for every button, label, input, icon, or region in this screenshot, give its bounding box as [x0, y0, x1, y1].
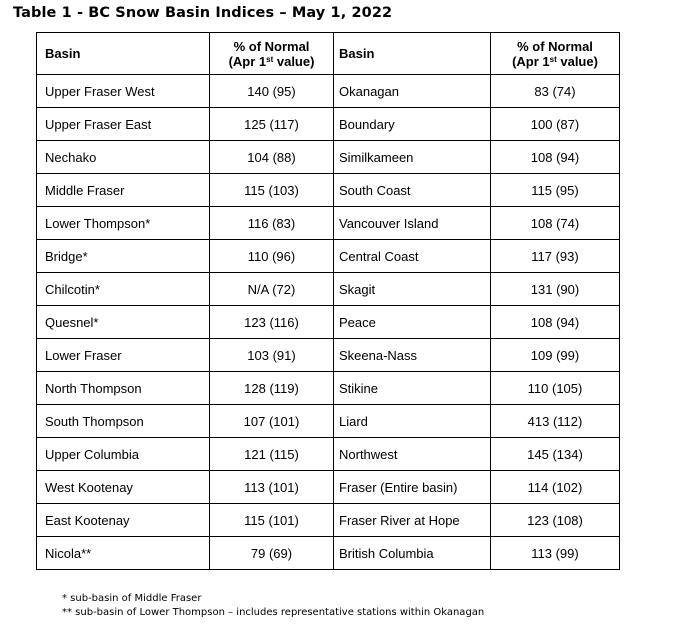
table-row — [37, 240, 620, 273]
header-percent-right — [491, 33, 620, 75]
percent-right-cell: 83 (74) — [491, 75, 620, 108]
percent-right-cell: 117 (93) — [491, 240, 620, 273]
table-row — [37, 372, 620, 405]
basin-right-cell: Boundary — [334, 108, 491, 141]
percent-left-cell: 125 (117) — [210, 108, 334, 141]
basin-left-cell: South Thompson — [37, 405, 210, 438]
basin-right-cell: Liard — [334, 405, 491, 438]
basin-left-cell: Upper Columbia — [37, 438, 210, 471]
basin-right-cell: Vancouver Island — [334, 207, 491, 240]
percent-right-cell: 109 (99) — [491, 339, 620, 372]
percent-right-cell: 145 (134) — [491, 438, 620, 471]
basin-left-cell: Lower Fraser — [37, 339, 210, 372]
percent-left-cell: 103 (91) — [210, 339, 334, 372]
footnotes — [62, 592, 484, 620]
table-title: Table 1 - BC Snow Basin Indices – May 1, 2022 — [13, 5, 393, 21]
header-percent-line1: % of Normal — [517, 38, 593, 54]
percent-left-cell: 79 (69) — [210, 537, 334, 570]
percent-right-cell: 100 (87) — [491, 108, 620, 141]
basin-right-cell: Okanagan — [334, 75, 491, 108]
basin-right-cell: Northwest — [334, 438, 491, 471]
percent-left-cell: 110 (96) — [210, 240, 334, 273]
percent-left-cell: 123 (116) — [210, 306, 334, 339]
basin-left-cell: Upper Fraser East — [37, 108, 210, 141]
table-row — [37, 75, 620, 108]
percent-left-cell: 115 (103) — [210, 174, 334, 207]
basin-right-cell: Stikine — [334, 372, 491, 405]
basin-right-cell: Skagit — [334, 273, 491, 306]
footnote-2: ** sub-basin of Lower Thompson – includes representative stations within Okanagan — [62, 607, 485, 618]
percent-right-cell: 413 (112) — [491, 405, 620, 438]
percent-right-cell: 115 (95) — [491, 174, 620, 207]
basin-left-cell: Nechako — [37, 141, 210, 174]
header-percent-line2-pre: (Apr 1 — [512, 53, 550, 69]
table-row — [37, 537, 620, 570]
header-percent-line2-post: value) — [556, 53, 598, 69]
percent-right-cell: 108 (94) — [491, 306, 620, 339]
percent-right-cell: 110 (105) — [491, 372, 620, 405]
basin-left-cell: West Kootenay — [37, 471, 210, 504]
table-body — [37, 75, 620, 570]
percent-right-cell: 113 (99) — [491, 537, 620, 570]
percent-right-cell: 131 (90) — [491, 273, 620, 306]
footnote-1: * sub-basin of Middle Fraser — [62, 593, 202, 604]
table-row — [37, 438, 620, 471]
percent-left-cell: 128 (119) — [210, 372, 334, 405]
percent-left-cell: 140 (95) — [210, 75, 334, 108]
basin-right-cell: South Coast — [334, 174, 491, 207]
basin-right-cell: Skeena-Nass — [334, 339, 491, 372]
basin-left-cell: Quesnel* — [37, 306, 210, 339]
table-header-row — [37, 33, 620, 75]
header-percent-line2-post: value) — [273, 53, 315, 69]
basin-left-cell: Chilcotin* — [37, 273, 210, 306]
table-row — [37, 339, 620, 372]
basin-left-cell: East Kootenay — [37, 504, 210, 537]
basin-right-cell: Similkameen — [334, 141, 491, 174]
basin-right-cell: British Columbia — [334, 537, 491, 570]
table-row — [37, 273, 620, 306]
percent-right-cell: 123 (108) — [491, 504, 620, 537]
table-row — [37, 141, 620, 174]
basin-left-cell: Middle Fraser — [37, 174, 210, 207]
snow-basin-table — [36, 32, 620, 570]
table-row — [37, 207, 620, 240]
table-row — [37, 405, 620, 438]
basin-right-cell: Fraser River at Hope — [334, 504, 491, 537]
header-basin-left: Basin — [37, 33, 210, 75]
header-basin-right: Basin — [334, 33, 491, 75]
header-percent-left — [210, 33, 334, 75]
basin-left-cell: Lower Thompson* — [37, 207, 210, 240]
table-row — [37, 108, 620, 141]
basin-right-cell: Fraser (Entire basin) — [334, 471, 491, 504]
basin-left-cell: Upper Fraser West — [37, 75, 210, 108]
table-row — [37, 471, 620, 504]
basin-left-cell: Bridge* — [37, 240, 210, 273]
percent-left-cell: 107 (101) — [210, 405, 334, 438]
basin-right-cell: Peace — [334, 306, 491, 339]
percent-right-cell: 108 (74) — [491, 207, 620, 240]
percent-left-cell: 104 (88) — [210, 141, 334, 174]
percent-left-cell: 115 (101) — [210, 504, 334, 537]
header-percent-line1: % of Normal — [233, 38, 310, 54]
percent-left-cell: 113 (101) — [210, 471, 334, 504]
header-percent-line2-pre: (Apr 1 — [228, 53, 267, 69]
percent-right-cell: 108 (94) — [491, 141, 620, 174]
basin-right-cell: Central Coast — [334, 240, 491, 273]
basin-left-cell: North Thompson — [37, 372, 210, 405]
header-percent-line2-sup: st — [549, 54, 557, 64]
basin-left-cell: Nicola** — [37, 537, 210, 570]
table-row — [37, 504, 620, 537]
percent-left-cell: N/A (72) — [210, 273, 334, 306]
percent-left-cell: 121 (115) — [210, 438, 334, 471]
percent-right-cell: 114 (102) — [491, 471, 620, 504]
header-percent-line2-sup: st — [266, 54, 274, 64]
table-row — [37, 174, 620, 207]
table-row — [37, 306, 620, 339]
percent-left-cell: 116 (83) — [210, 207, 334, 240]
